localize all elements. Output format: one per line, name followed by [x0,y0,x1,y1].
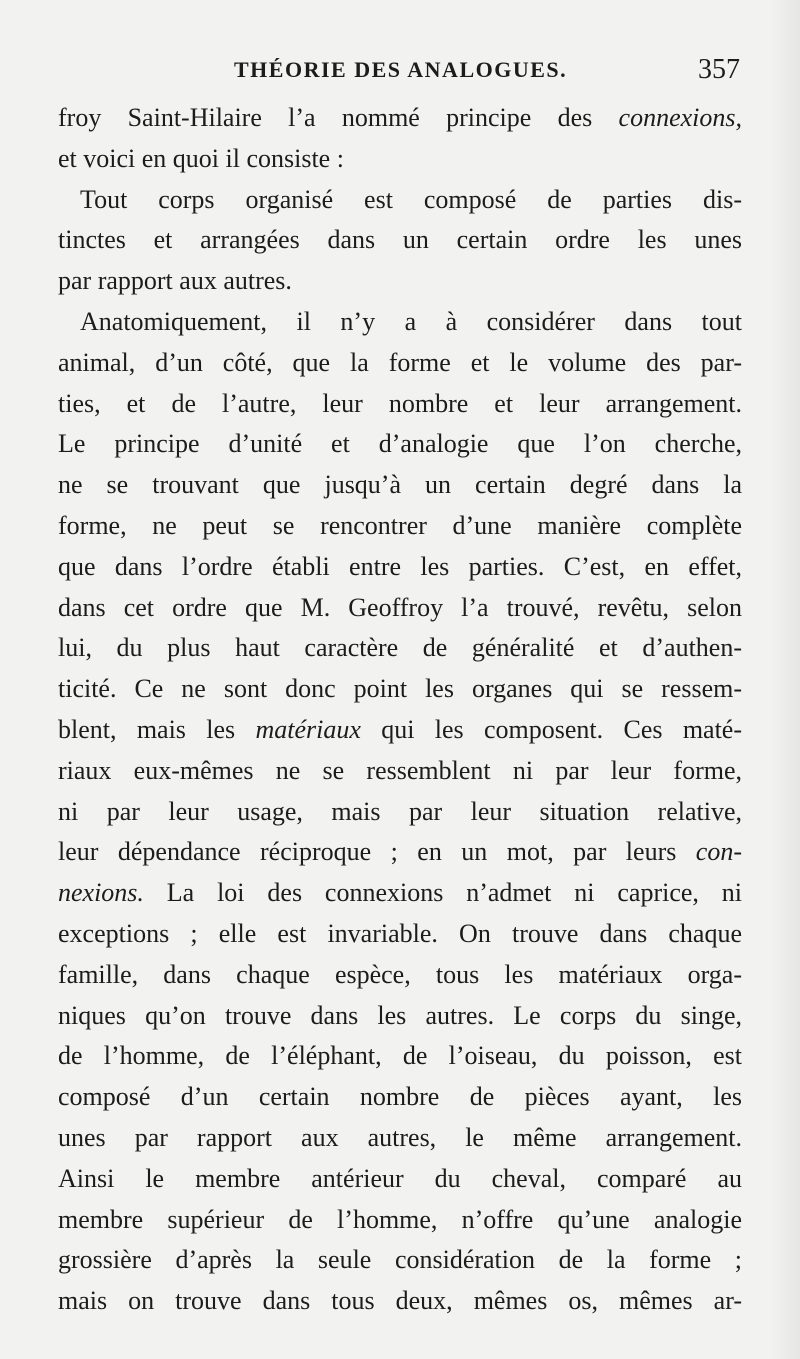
text-segment: niques qu’on trouve dans les autres. Le corps du singe, [58,1000,742,1030]
text-line [58,588,742,629]
text-segment: blent, mais les [58,714,256,744]
text-segment: ne se trouvant que jusqu’à un certain degré dans la [58,470,742,500]
text-line [58,547,742,588]
text-segment: animal, d’un côté, que la forme et le volume des par- [58,347,742,377]
text-segment: forme, ne peut se rencontrer d’une manière complète [58,510,742,540]
text-segment: de l’homme, de l’éléphant, de l’oiseau, du poisson, est [58,1041,742,1071]
text-line [58,832,742,873]
text-segment: membre supérieur de l’homme, n’offre qu’une analogie [58,1204,742,1234]
italic-text: matériaux [255,714,361,744]
text-line [58,1281,742,1322]
italic-text: nexions. [58,878,144,908]
page-number: 357 [698,54,740,85]
text-line [58,1240,742,1281]
text-segment: famille, dans chaque espèce, tous les matériaux orga- [58,959,742,989]
text-line [58,628,742,669]
text-segment: qui les composent. Ces maté- [360,714,743,744]
text-line [58,180,742,221]
text-segment: que dans l’ordre établi entre les parties. C’est, en effet, [58,551,742,581]
italic-text: connexions, [618,103,742,132]
text-line [58,996,742,1037]
text-line [58,710,742,751]
text-line [58,1036,742,1077]
text-line [58,1200,742,1241]
italic-text: con- [695,837,742,867]
text-segment: Le principe d’unité et d’analogie que l’on cherche, [58,429,742,459]
text-line [58,424,742,465]
text-line [58,955,742,996]
text-line [58,465,742,506]
text-segment: tinctes et arrangées dans un certain ordre les unes [58,225,742,255]
text-segment: et voici en quoi il consiste : [58,143,344,173]
text-segment: exceptions ; elle est invariable. On trouve dans chaque [58,918,742,948]
text-line [58,261,742,302]
text-segment: La loi des connexions n’admet ni caprice, ni [143,878,742,908]
text-segment: Ainsi le membre antérieur du cheval, comparé au [58,1163,742,1193]
text-segment: riaux eux-mêmes ne se ressemblent ni par leur forme, [58,755,742,785]
text-segment: grossière d’après la seule considération de la forme ; [58,1245,742,1275]
text-segment: ticité. Ce ne sont donc point les organes qui se ressem- [58,674,742,704]
text-segment: dans cet ordre que M. Geoffroy l’a trouvé, revêtu, selon [58,592,742,622]
text-segment: par rapport aux autres. [58,266,292,296]
text-segment: composé d’un certain nombre de pièces ayant, les [58,1082,742,1112]
text-line [58,302,742,343]
body-text [58,98,742,1322]
text-line [58,873,742,914]
text-segment: Tout corps organisé est composé de parties dis- [80,184,742,214]
text-line [58,1118,742,1159]
text-segment: lui, du plus haut caractère de généralité et d’authen- [58,633,742,663]
text-line [58,1077,742,1118]
page-edge-shadow [770,0,800,1359]
text-line [58,220,742,261]
text-segment: ni par leur usage, mais par leur situation relative, [58,796,742,826]
text-line [58,669,742,710]
text-segment: unes par rapport aux autres, le même arrangement. [58,1122,742,1152]
text-line [58,792,742,833]
page-header [58,50,740,90]
text-segment: froy Saint-Hilaire l’a nommé principe des [58,103,619,132]
text-line [58,914,742,955]
text-line [58,98,742,139]
text-line [58,384,742,425]
text-line [58,1159,742,1200]
running-title: THÉORIE DES ANALOGUES. [234,57,568,82]
text-line [58,506,742,547]
text-segment: leur dépendance réciproque ; en un mot, par leurs [58,837,696,867]
text-segment: mais on trouve dans tous deux, mêmes os, mêmes ar- [58,1286,742,1316]
text-line [58,343,742,384]
text-line [58,139,742,180]
text-line [58,751,742,792]
text-segment: Anatomiquement, il n’y a à considérer dans tout [80,306,742,336]
text-segment: ties, et de l’autre, leur nombre et leur arrangement. [58,388,742,418]
